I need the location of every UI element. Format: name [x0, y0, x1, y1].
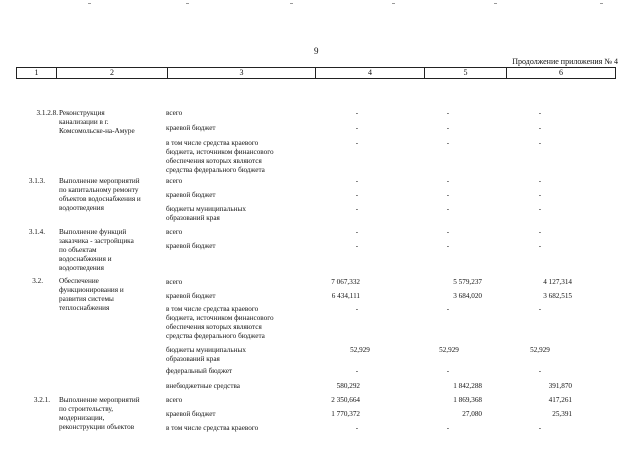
- row-name-line: реконструкции объектов: [59, 423, 135, 431]
- value-col4: 7 067,332: [331, 278, 360, 286]
- value-col5: 27,080: [462, 410, 482, 418]
- dash-cell: -: [355, 424, 359, 432]
- dash-cell: -: [446, 205, 450, 213]
- header-cell-4: 4: [316, 68, 425, 78]
- row-name-line: Выполнение функций: [59, 228, 127, 236]
- dash-cell: -: [538, 228, 542, 236]
- dash-cell: -: [538, 124, 542, 132]
- row-code: 3.2.: [32, 277, 43, 285]
- dash-cell: -: [355, 177, 359, 185]
- source-label: всего: [166, 228, 183, 236]
- value-col5: 3 684,020: [453, 292, 482, 300]
- row-name-line: Реконструкция: [59, 109, 105, 117]
- value-col6: 3 682,515: [543, 292, 572, 300]
- continuation-note: Продолжение приложения № 4: [512, 57, 618, 66]
- row-name-line: Выполнение мероприятий: [59, 396, 140, 404]
- row-name-line: по капитальному ремонту: [59, 186, 139, 194]
- source-label: всего: [166, 109, 183, 117]
- value-col5: 1 869,368: [453, 396, 482, 404]
- row-name-line: Комсомольске-на-Амуре: [59, 127, 135, 135]
- value-col6: 52,929: [530, 346, 550, 354]
- page-number: 9: [314, 46, 319, 56]
- row-name-line: Выполнение мероприятий: [59, 177, 140, 185]
- dash-cell: -: [538, 242, 542, 250]
- value-col6: 4 127,314: [543, 278, 572, 286]
- source-label: всего: [166, 278, 183, 286]
- source-label: в том числе средства краевого: [166, 424, 259, 432]
- dash-cell: -: [355, 228, 359, 236]
- dash-cell: -: [538, 109, 542, 117]
- source-label: краевой бюджет: [166, 410, 216, 418]
- row-name-line: канализации в г.: [59, 118, 109, 126]
- row-name-line: по строительству,: [59, 405, 114, 413]
- source-label: внебюджетные средства: [166, 382, 240, 390]
- header-cell-1: 1: [17, 68, 57, 78]
- source-label: в том числе средства краевого: [166, 305, 259, 313]
- source-label: бюджеты муниципальных: [166, 346, 246, 354]
- source-label: всего: [166, 396, 183, 404]
- source-label: образований края: [166, 355, 220, 363]
- dash-cell: -: [355, 205, 359, 213]
- value-col4: 6 434,111: [331, 292, 360, 300]
- source-label: краевой бюджет: [166, 292, 216, 300]
- dash-cell: -: [446, 124, 450, 132]
- dash-cell: -: [446, 242, 450, 250]
- source-label: бюджеты муниципальных: [166, 205, 246, 213]
- source-label: средства федерального бюджета: [166, 332, 265, 340]
- value-col5: 52,929: [439, 346, 459, 354]
- row-name-line: водоснабжения и: [59, 255, 112, 263]
- dash-cell: -: [446, 367, 450, 375]
- dash-cell: -: [538, 367, 542, 375]
- dash-cell: -: [446, 109, 450, 117]
- source-label: краевой бюджет: [166, 242, 216, 250]
- row-name-line: водоотведения: [59, 204, 104, 212]
- dash-cell: -: [538, 177, 542, 185]
- value-col5: 5 579,237: [453, 278, 482, 286]
- row-name-line: объектов водоснабжения и: [59, 195, 141, 203]
- source-label: всего: [166, 177, 183, 185]
- row-name-line: развития системы: [59, 295, 114, 303]
- table-header: [16, 67, 616, 79]
- dash-cell: -: [446, 305, 450, 313]
- dash-cell: -: [355, 242, 359, 250]
- dash-cell: -: [538, 191, 542, 199]
- dash-cell: -: [446, 228, 450, 236]
- value-col4: 1 770,372: [331, 410, 360, 418]
- source-label: образований края: [166, 214, 220, 222]
- dash-cell: -: [538, 139, 542, 147]
- row-name-line: водоотведения: [59, 264, 104, 272]
- dash-cell: -: [355, 191, 359, 199]
- dash-cell: -: [538, 424, 542, 432]
- source-label: средства федерального бюджета: [166, 166, 265, 174]
- row-name-line: модернизации,: [59, 414, 105, 422]
- source-label: бюджета, источником финансового: [166, 148, 274, 156]
- value-col6: 391,870: [548, 382, 572, 390]
- dash-cell: -: [355, 367, 359, 375]
- dash-cell: -: [446, 177, 450, 185]
- source-label: краевой бюджет: [166, 191, 216, 199]
- value-col6: 25,391: [552, 410, 572, 418]
- row-name-line: Обеспечение: [59, 277, 99, 285]
- header-cell-2: 2: [57, 68, 168, 78]
- dash-cell: -: [446, 424, 450, 432]
- value-col6: 417,261: [548, 396, 572, 404]
- row-code: 3.1.3.: [28, 177, 45, 185]
- row-name-line: по объектам: [59, 246, 97, 254]
- dash-cell: -: [355, 124, 359, 132]
- dash-cell: -: [355, 305, 359, 313]
- row-name-line: теплоснабжения: [59, 304, 110, 312]
- source-label: федеральный бюджет: [166, 367, 233, 375]
- value-col5: 1 842,288: [453, 382, 482, 390]
- dash-cell: -: [355, 139, 359, 147]
- header-cell-5: 5: [425, 68, 507, 78]
- source-label: обеспечения которых являются: [166, 323, 262, 331]
- value-col4: 52,929: [350, 346, 370, 354]
- dash-cell: -: [538, 205, 542, 213]
- value-col4: 2 350,664: [331, 396, 360, 404]
- header-cell-3: 3: [168, 68, 316, 78]
- value-col4: 580,292: [336, 382, 360, 390]
- source-label: краевой бюджет: [166, 124, 216, 132]
- source-label: обеспечения которых являются: [166, 157, 262, 165]
- dash-cell: -: [538, 305, 542, 313]
- row-name-line: заказчика - застройщика: [59, 237, 134, 245]
- row-name-line: функционирования и: [59, 286, 124, 294]
- source-label: бюджета, источником финансового: [166, 314, 274, 322]
- dash-cell: -: [446, 139, 450, 147]
- header-cell-6: 6: [559, 68, 563, 77]
- source-label: в том числе средства краевого: [166, 139, 259, 147]
- row-code: 3.1.2.8.: [36, 109, 58, 117]
- row-code: 3.1.4.: [28, 228, 45, 236]
- row-code: 3.2.1.: [33, 396, 50, 404]
- dash-cell: -: [446, 191, 450, 199]
- dash-cell: -: [355, 109, 359, 117]
